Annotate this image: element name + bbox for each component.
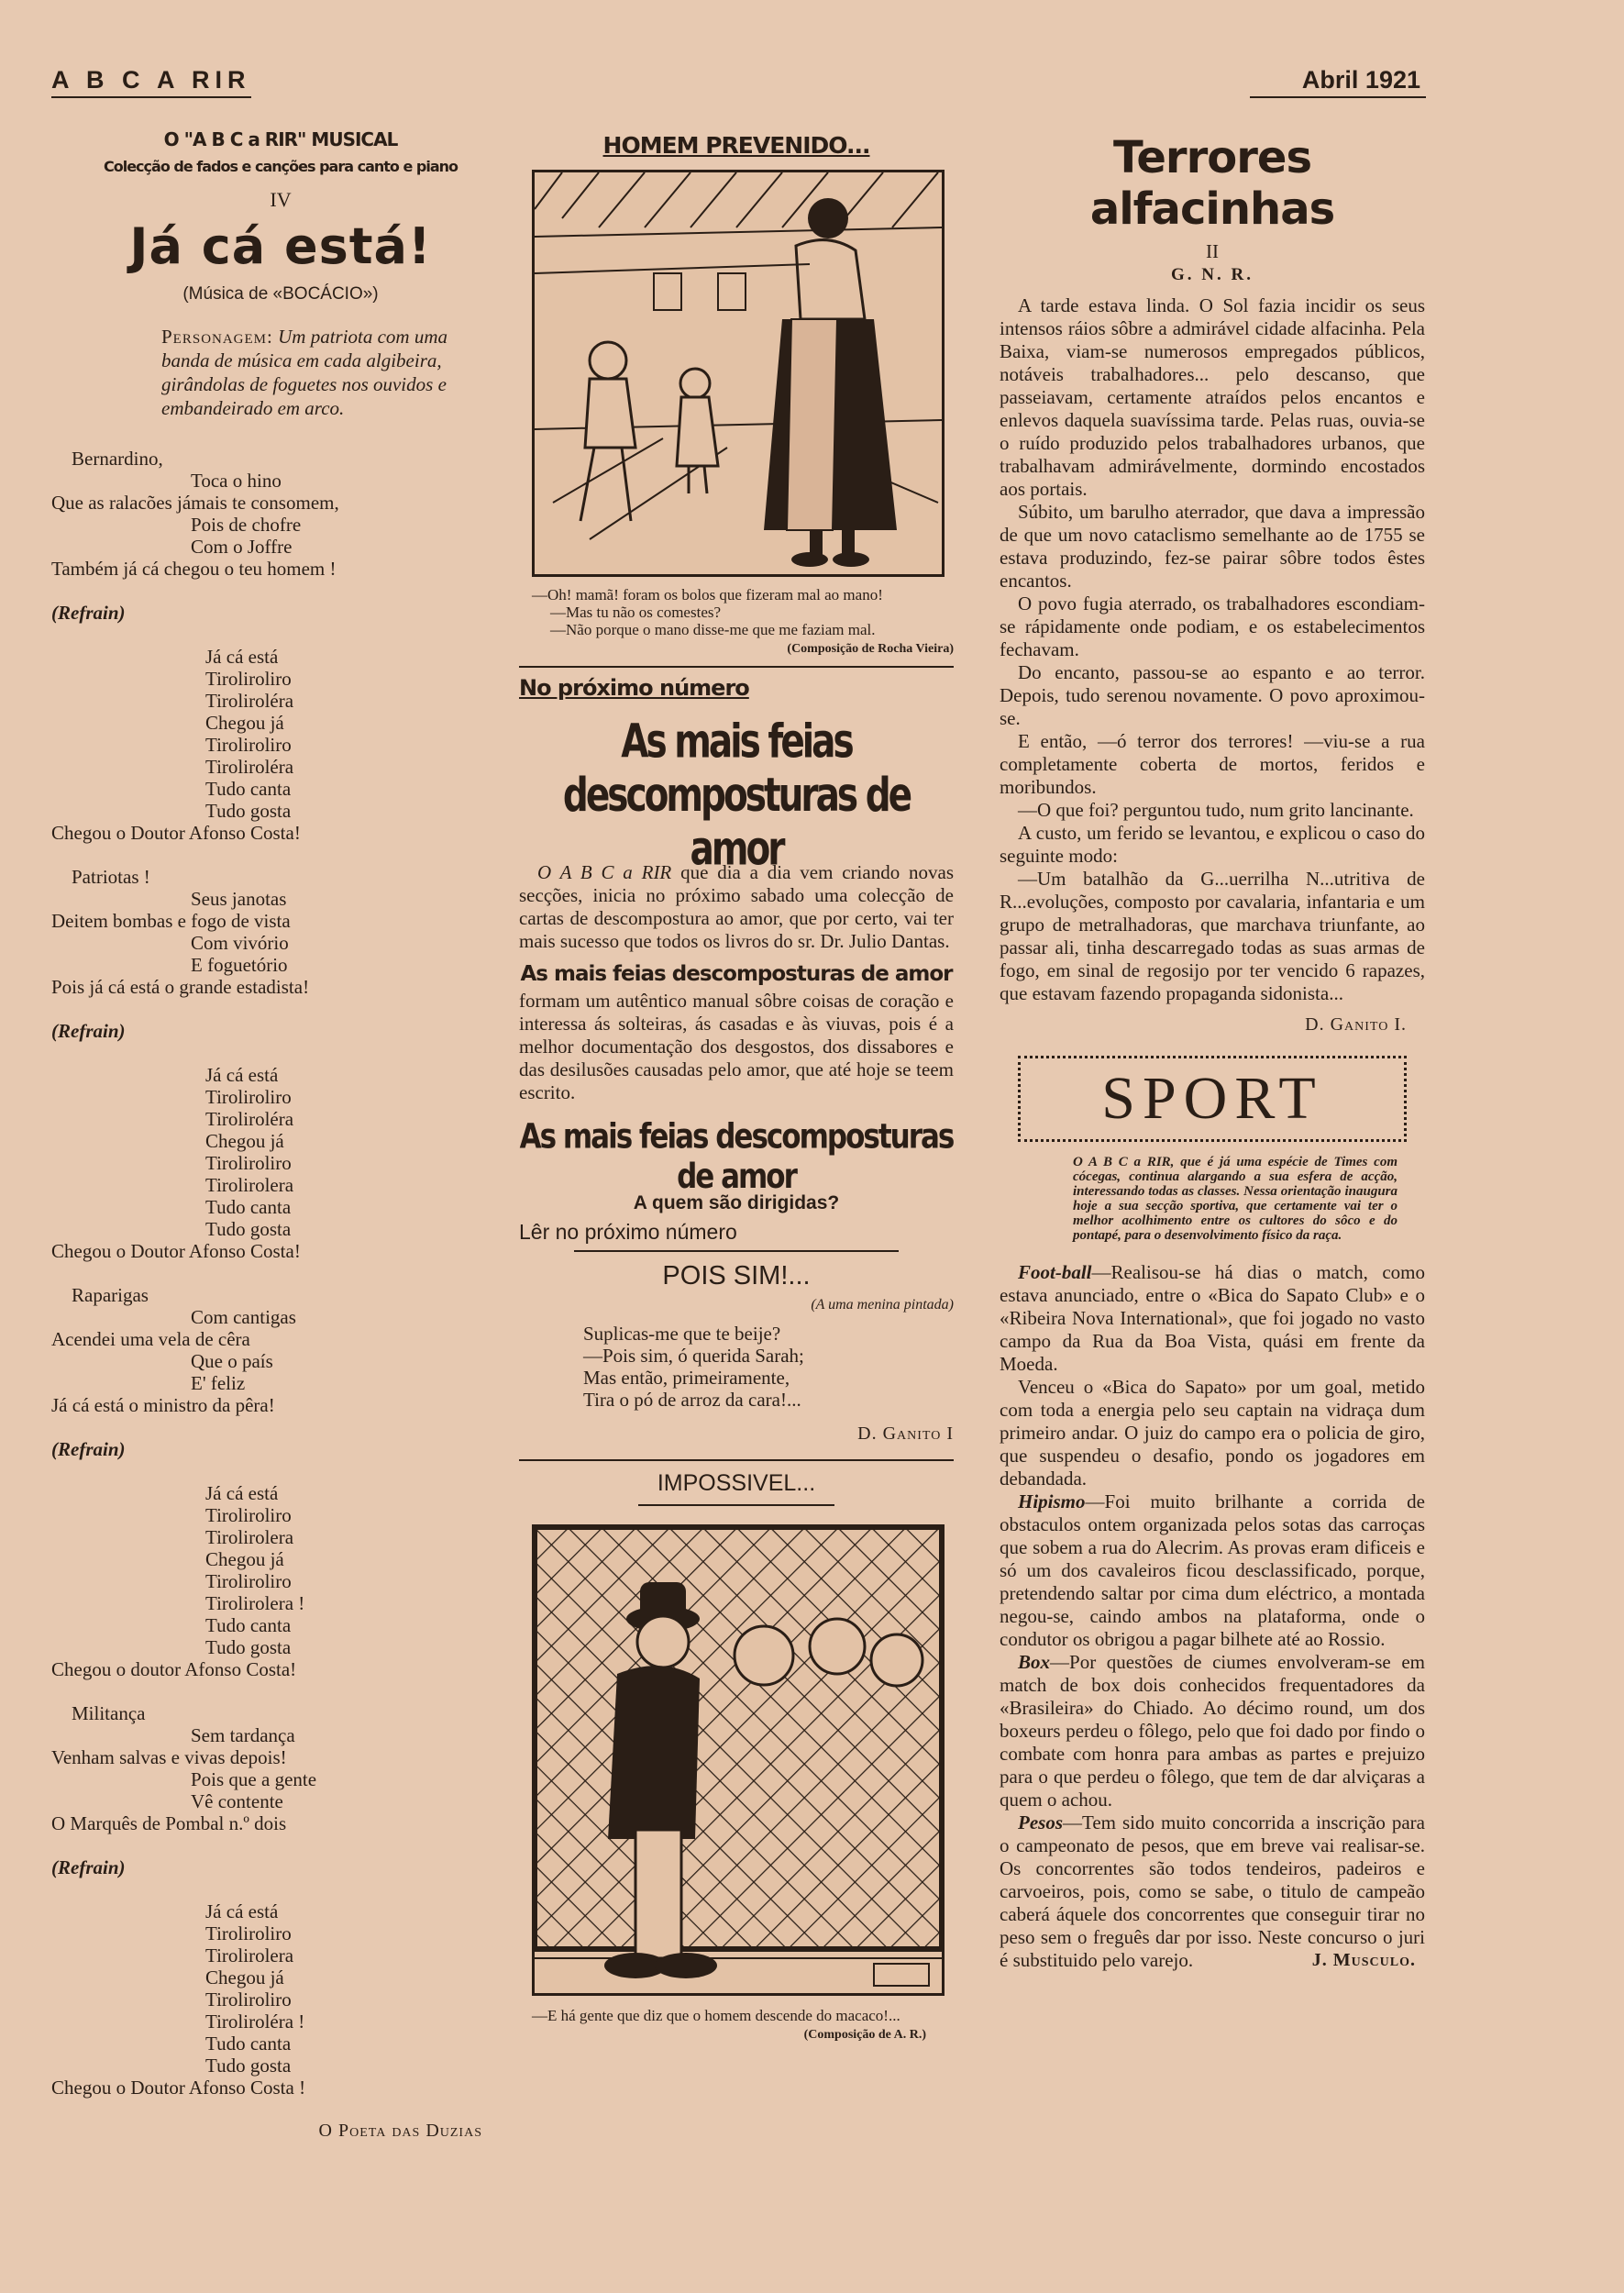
refrain-line: Tiroliroléra [205, 1108, 294, 1130]
refrain-line: Tudo gosta [205, 1636, 292, 1658]
refrain-line: Tiroliroliro [205, 1570, 292, 1592]
refrain-line: Tudo canta [205, 778, 292, 800]
article-title: Terrores alfacinhas [1089, 132, 1335, 235]
sport-title-box [1018, 1056, 1407, 1142]
refrain-line: Chegou já [205, 712, 284, 734]
song-signature: O Poeta das Duzias [318, 2121, 482, 2141]
next-issue-question: A quem são dirigidas? [633, 1192, 840, 1213]
sport-item-label: Hipismo [1018, 1490, 1086, 1512]
sport-item-label: Pesos [1018, 1811, 1063, 1833]
article-paragraph: Do encanto, passou-se ao espanto e ao terror. Depois, tudo serenou novamente. O povo aproximou-se. [1000, 661, 1425, 729]
refrain-line: Chegou o Doutor Afonso Costa! [51, 822, 301, 844]
article-paragraph: A tarde estava linda. O Sol fazia incidir os seus intensos ráios sôbre a admirável cidade alfacinha. Pela Baixa, viam-se numerosos empregados públicos, notáveis trabalhadores... pelo descanso, que passeiavam, certamente atraídos pelos encantos e enlevos daquela suavíssima tarde. Pelas ruas, ouvia-se o ruído produzido pelos trabalhadores urbanos, que trabalhavam admirávelmente, dormindo encostados aos portais. [1000, 294, 1425, 500]
verse-line: Que o país [191, 1350, 273, 1372]
sport-item-label: Box [1018, 1651, 1051, 1673]
refrain-line: Tiroliroléra [205, 690, 294, 712]
sport-item [1000, 1651, 1425, 1811]
sport-item-text: —Realisou-se há dias o match, como estava anunciado, entre o «Bica do Sapato Club» e o «Ribeira Nova International», que foi jogado no vasto campo da Rua da Boa Vista, quási em frente da Moeda. [1000, 1261, 1425, 1375]
caption-line: —Mas tu não os comestes? [550, 604, 722, 621]
article-paragraph: —O que foi? perguntou tudo, num grito lancinante. [1018, 799, 1414, 821]
sport-body [1000, 1261, 1425, 1972]
sport-item [1000, 1811, 1425, 1972]
caption-line: —Oh! mamã! foram os bolos que fizeram mal ao mano! [532, 586, 883, 604]
verse-line: Seus janotas [191, 888, 287, 910]
song-stanza [51, 1702, 492, 1834]
refrain-line: Já cá está [205, 1064, 279, 1086]
masthead-date: Abril 1921 [1250, 66, 1426, 98]
article-paragraph: E então, —ó terror dos terrores! —viu-se a rua completamente coberta de mortos, feridos e moribundos. [1000, 730, 1425, 798]
refrain-line: Chegou o doutor Afonso Costa! [51, 1658, 297, 1680]
refrain-label: (Refrain) [51, 1438, 126, 1460]
verse-line: Também já cá chegou o teu homem ! [51, 558, 337, 580]
refrain-line: Já cá está [205, 1482, 279, 1504]
refrain-label: (Refrain) [51, 1020, 126, 1042]
sport-item [1000, 1376, 1425, 1490]
refrain-label: (Refrain) [51, 1856, 126, 1878]
poem-line: —Pois sim, ó querida Sarah; [583, 1345, 804, 1367]
refrain-line: Chegou já [205, 1130, 284, 1152]
caption-line: —Não porque o mano disse-me que me faziam mal. [550, 621, 876, 638]
verse-line: Com cantigas [191, 1306, 296, 1328]
poem-line: Tira o pó de arroz da cara!... [583, 1389, 801, 1411]
refrain-line: Tiroliroliro [205, 1988, 292, 2011]
next-issue-body: formam um autêntico manual sôbre coisas de coração e interessa ás solteiras, ás casadas e às viuvas, pois é a melhor documentação dos desgostos, dos dissabores e das desilusões causadas pelo amor, que até hoje se teem escrito. [519, 990, 954, 1103]
cartoon1-illustration [532, 170, 945, 577]
verse-line: Pois que a gente [191, 1768, 317, 1790]
verse-line: Sem tardança [191, 1724, 295, 1746]
refrain-line: Chegou já [205, 1548, 284, 1570]
song-column [51, 128, 492, 2142]
verse-line: E' feliz [191, 1372, 246, 1394]
next-issue-headline-2: As mais feias descomposturas de amor [519, 1117, 954, 1197]
sport-item-text: —Por questões de ciumes envolveram-se em match de box dois conhecidos frequentadores da «Brasileira» do Chiado. Ao décimo round, um dos boxeurs perdeu o fôlego, pelo que foi dado por findo o combate com honra para ambas as partes e prejuizo para o que perdeu o fôlego, que tem de dar alviçaras a quem o achou. [1000, 1651, 1425, 1811]
refrain-line: Tudo gosta [205, 800, 292, 822]
song-stanza [51, 866, 492, 998]
refrain-line: Tiroliroliro [205, 668, 292, 690]
verse-line: Raparigas [72, 1284, 149, 1306]
sport-item [1000, 1490, 1425, 1651]
article-column [1000, 128, 1425, 1971]
verse-line: Militança [72, 1702, 146, 1724]
refrain-line: Tirolirolera [205, 1174, 294, 1196]
next-issue-headline: As mais feias descomposturas de amor [562, 715, 911, 877]
persona-text: Um patriota com uma banda de música em cada algibeira, girândolas de foguetes nos ouvidos e embandeirado em arco. [161, 326, 448, 419]
refrain-line: Tirolirolera ! [205, 1592, 305, 1614]
refrain-line: Tiroliroliro [205, 1922, 292, 1944]
refrain-line: Tiroliroliro [205, 734, 292, 756]
refrain-line: Tiroliroliro [205, 1152, 292, 1174]
refrain-line: Tudo gosta [205, 2055, 292, 2077]
song-persona [161, 325, 492, 420]
refrain-line: Tiroliroléra [205, 756, 294, 778]
song-series-title: O "A B C a RIR" MUSICAL [163, 128, 398, 150]
refrain-line: Chegou já [205, 1966, 284, 1988]
next-issue-subheadline: As mais feias descomposturas de amor [520, 962, 953, 986]
middle-column [519, 128, 954, 2043]
cartoon1-title: HOMEM PREVENIDO... [602, 132, 870, 159]
refrain-line: Tirolirolera [205, 1526, 294, 1548]
song-refrain [51, 1900, 492, 2099]
song-refrain [51, 1482, 492, 1680]
refrain-line: Tiroliroliro [205, 1086, 292, 1108]
verse-line: Patriotas ! [72, 866, 150, 888]
sport-intro: O A B C a RIR, que é já uma espécie de Times com cócegas, continua alargando a sua esfera de acção, interessando todas as classes. Nessa orientação inaugura hoje a sua secção sportiva, que certamente vai ter o melhor acolhimento entre os cultores do sôco e do pontapé, para o desenvolvimento físico da raça. [1073, 1155, 1398, 1243]
next-issue-read-more: Lêr no próximo número [519, 1220, 737, 1244]
refrain-line: Tiroliroliro [205, 1504, 292, 1526]
article-paragraph: Súbito, um barulho aterrador, que dava a impressão de que um novo cataclismo semelhante ao de 1755 se estava produzindo, fez-se pairar sôbre todos êstes encantos. [1000, 501, 1425, 592]
article-body [1000, 294, 1425, 1005]
sport-item [1000, 1261, 1425, 1376]
poem-signature: D. Ganito I [857, 1423, 954, 1444]
verse-line: Que as ralacões jámais te consomem, [51, 492, 339, 514]
song-stanza [51, 448, 492, 580]
article-paragraph: O povo fugia aterrado, os trabalhadores escondiam-se rápidamente onde podiam, e os estabelecimentos fechavam. [1000, 593, 1425, 660]
article-subtitle: G. N. R. [1171, 265, 1254, 284]
verse-line: Com o Joffre [191, 536, 293, 558]
verse-line: Vê contente [191, 1790, 283, 1812]
cartoon2-caption: —E há gente que diz que o homem descende do macaco!... [532, 2007, 900, 2024]
poem-line: Suplicas-me que te beije? [583, 1323, 781, 1345]
verse-line: Toca o hino [191, 470, 282, 492]
verse-line: Pois de chofre [191, 514, 302, 536]
song-series-subtitle: Colecção de fados e canções para canto e piano [103, 158, 458, 175]
song-refrain [51, 646, 492, 844]
cartoon2-title: IMPOSSIVEL... [657, 1470, 816, 1496]
song-refrain [51, 1064, 492, 1262]
song-stanza [51, 1284, 492, 1416]
cartoon1-credit: (Composição de Rocha Vieira) [787, 642, 954, 656]
intro-text: que dia a dia vem criando novas secções, inicia no próximo sabado uma colecção de cartas de descompostura ao amor, que por certo, vai ter mais sucesso que todos os livros do sr. Dr. Julio Dantas. [519, 861, 954, 952]
refrain-line: Tudo canta [205, 1614, 292, 1636]
song-lyrics [51, 448, 492, 2099]
refrain-line: Tudo canta [205, 1196, 292, 1218]
song-music-credit: (Música de «BOCÁCIO») [182, 284, 379, 304]
article-paragraph: A custo, um ferido se levantou, e explicou o caso do seguinte modo: [1000, 822, 1425, 867]
song-title: Já cá está! [129, 217, 432, 275]
poem-dedication: (A uma menina pintada) [811, 1297, 954, 1313]
sport-signature: J. Musculo. [1311, 1950, 1416, 1970]
next-issue-heading: No próximo número [519, 675, 749, 701]
man-and-monkeys-drawing [535, 1527, 942, 1993]
article-signature: D. Ganito I. [1305, 1014, 1407, 1035]
refrain-line: Tirolirolera [205, 1944, 294, 1966]
sport-item-label: Foot-ball [1018, 1261, 1092, 1283]
cartoon1-caption [532, 586, 954, 638]
refrain-line: Chegou o Doutor Afonso Costa ! [51, 2077, 306, 2099]
refrain-line: Tudo canta [205, 2033, 292, 2055]
refrain-line: Tudo gosta [205, 1218, 292, 1240]
verse-line: O Marquês de Pombal n.º dois [51, 1812, 287, 1834]
verse-line: Acendei uma vela de cêra [51, 1328, 250, 1350]
sport-item-text: Venceu o «Bica do Sapato» por um goal, metido com toda a energia pelo seu captain na vidraça dum primeiro andar. O juiz do campo era o policia de giro, que suspendeu o desafio, pondo os jogadores em debandada. [1000, 1376, 1425, 1490]
article-number: II [1206, 240, 1219, 262]
verse-line: Pois já cá está o grande estadista! [51, 976, 310, 998]
poem-title: POIS SIM!... [662, 1261, 811, 1291]
refrain-line: Chegou o Doutor Afonso Costa! [51, 1240, 301, 1262]
verse-line: E foguetório [191, 954, 288, 976]
poem-lines [583, 1323, 954, 1411]
refrain-line: Já cá está [205, 646, 279, 668]
intro-emph: O A B C a RIR [537, 861, 672, 883]
verse-line: Venham salvas e vivas depois! [51, 1746, 287, 1768]
refrain-line: Tiroliroléra ! [205, 2011, 305, 2033]
persona-label: Personagem: [161, 326, 273, 348]
cartoon2-credit: (Composição de A. R.) [803, 2028, 926, 2042]
poem-line: Mas então, primeiramente, [583, 1367, 790, 1389]
masthead-title: A B C A RIR [51, 66, 251, 98]
article-paragraph: —Um batalhão da G...uerrilha N...utritiva de R...evoluções, composto por cavalaria, infantaria e um grupo de metralhadoras, que marchava triunfante, ao passar ali, tinha descarregado todas as suas armas de fogo, em sinal de regosijo por ter vencido 6 rapazes, que estavam fazendo propaganda sidonista... [1000, 868, 1425, 1004]
mother-and-children-drawing [535, 172, 942, 574]
refrain-line: Já cá está [205, 1900, 279, 1922]
verse-line: Com vivório [191, 932, 289, 954]
verse-line: Já cá está o ministro da pêra! [51, 1394, 275, 1416]
refrain-label: (Refrain) [51, 602, 126, 624]
sport-item-text: —Foi muito brilhante a corrida de obstaculos ontem organizada pelos sotas das carroças que sobem a rua do Alecrim. As provas eram dificeis e só um dos cavaleiros ficou desclassificado, porque, pretendendo saltar por cima dum eléctrico, a montada negou-se, caindo ambos na plataforma, onde o condutor os obrigou a pagar bilhete até ao Rossio. [1000, 1490, 1425, 1650]
song-number: IV [270, 188, 292, 211]
sport-item-text: —Tem sido muito concorrida a inscrição para o campeonato de pesos, que em breve vai realisar-se. Os concorrentes são todos tendeiros, padeiros e carvoeiros, pois, como se sabe, o titulo de campeão caberá áquele dos concorrentes que conseguir tirar no peso sem o freguês dar por isso. Neste concurso o juri é substituido pelo varejo. [1000, 1811, 1425, 1971]
verse-line: Bernardino, [72, 448, 163, 470]
cartoon2-illustration [532, 1524, 945, 1996]
verse-line: Deitem bombas e fogo de vista [51, 910, 291, 932]
sport-title: SPORT [1101, 1065, 1323, 1132]
